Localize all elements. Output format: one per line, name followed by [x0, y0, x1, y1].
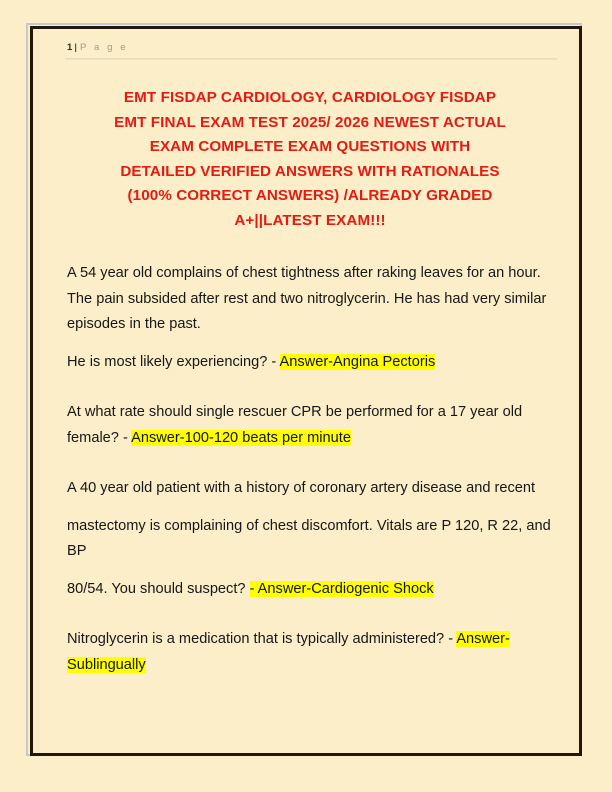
- question-answer-line: [67, 577, 553, 603]
- question-stem: A 40 year old patient with a history of coronary artery disease and recent: [67, 480, 536, 496]
- question-stem-continued: mastectomy is complaining of chest discomfort. Vitals are P 120, R 22, and BP: [67, 517, 551, 559]
- page-header-label: P a g e: [79, 42, 129, 53]
- page-content-area: [33, 29, 579, 753]
- running-header: [67, 41, 553, 58]
- qa-block: [67, 627, 553, 678]
- question-prompt: 80/54. You should suspect?: [67, 580, 250, 597]
- answer-highlight: - Answer-Cardiogenic Shock: [249, 580, 434, 597]
- question-stem: A 54 year old complains of chest tightness after raking leaves for an hour. The pain subsided after rest and two nitroglycerin. He has had very similar episodes in the past.: [67, 265, 547, 332]
- question-prompt: At what rate should single rescuer CPR be performed for a 17 year old female? -: [67, 404, 523, 446]
- question-prompt: He is most likely experiencing? -: [67, 353, 280, 370]
- page-header-separator: |: [74, 42, 77, 53]
- page-frame-border: [30, 26, 582, 756]
- question-answer-line: [67, 400, 553, 451]
- question-answer-line: [67, 350, 553, 376]
- question-answer-line: [67, 627, 553, 678]
- document-title: [87, 86, 533, 233]
- header-divider: [65, 58, 557, 60]
- qa-block: [67, 476, 553, 602]
- qa-block: [67, 400, 553, 451]
- title-line-1: EMT FISDAP CARDIOLOGY, CARDIOLOGY FISDAP: [123, 89, 497, 106]
- answer-highlight: Answer-100-120 beats per minute: [131, 429, 351, 446]
- title-line-2: EMT FINAL EXAM TEST 2025/ 2026 NEWEST ACTUAL: [114, 113, 506, 131]
- title-line-5: (100% CORRECT ANSWERS) /ALREADY GRADED: [127, 187, 493, 204]
- answer-highlight: Answer-Sublingually: [67, 631, 510, 673]
- page-number: 1: [67, 42, 73, 53]
- questions-list: [67, 261, 553, 678]
- answer-highlight: Answer-Angina Pectoris: [279, 353, 436, 370]
- qa-block: [67, 261, 553, 375]
- title-line-6: A+||LATEST EXAM!!!: [234, 211, 386, 229]
- title-line-3: EXAM COMPLETE EXAM QUESTIONS WITH: [149, 138, 471, 155]
- question-prompt: Nitroglycerin is a medication that is typically administered? -: [67, 631, 457, 647]
- title-line-4: DETAILED VERIFIED ANSWERS WITH RATIONALES: [120, 162, 500, 180]
